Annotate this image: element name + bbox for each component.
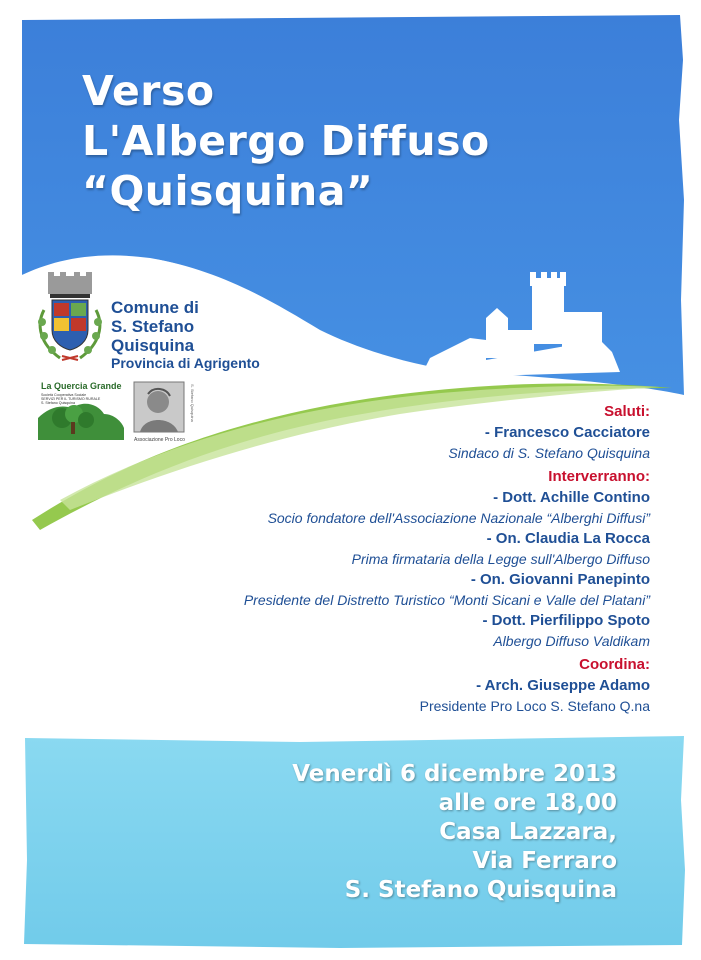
event-venue: Casa Lazzara, bbox=[439, 819, 617, 845]
title-line-2: L'Albergo Diffuso bbox=[82, 117, 490, 165]
event-date: Venerdì 6 dicembre 2013 bbox=[292, 761, 617, 787]
speaker-role: Sindaco di S. Stefano Quisquina bbox=[448, 445, 650, 461]
event-details bbox=[292, 760, 617, 905]
pro-loco-portrait-logo bbox=[130, 380, 188, 436]
speaker-role: Albergo Diffuso Valdikam bbox=[493, 633, 650, 649]
interverranno-heading: Interverranno: bbox=[548, 468, 650, 485]
event-street: Via Ferraro bbox=[472, 848, 617, 874]
speaker-name: - On. Claudia La Rocca bbox=[486, 530, 650, 547]
speaker-name: - Francesco Cacciatore bbox=[484, 424, 650, 441]
title-line-1: Verso bbox=[82, 67, 215, 115]
speaker-name: - Dott. Achille Contino bbox=[493, 489, 650, 506]
municipal-crest-icon bbox=[30, 270, 110, 368]
poster-title bbox=[82, 66, 490, 216]
saluti-heading: Saluti: bbox=[604, 403, 650, 420]
speaker-role: Prima firmataria della Legge sull'Albergo Diffuso bbox=[351, 551, 650, 567]
comune-line-3: Quisquina bbox=[111, 336, 195, 355]
comune-line-1: Comune di bbox=[111, 298, 199, 317]
comune-line-2: S. Stefano bbox=[111, 317, 195, 336]
comune-province: Provincia di Agrigento bbox=[111, 355, 260, 371]
comune-block bbox=[111, 298, 260, 372]
program bbox=[244, 402, 650, 716]
speaker-role: Presidente Pro Loco S. Stefano Q.na bbox=[419, 698, 650, 714]
speaker-role: Presidente del Distretto Turistico “Monti Sicani e Valle del Platani” bbox=[243, 592, 650, 608]
proloco-label: Associazione Pro Loco bbox=[134, 437, 185, 443]
speaker-name: - Dott. Pierfilippo Spoto bbox=[482, 612, 650, 629]
quercia-subtitle: Società Cooperativa Sociale SERVIZI PER IL TURISMO RURALE S. Stefano Quisquina bbox=[41, 393, 101, 406]
speaker-name: - On. Giovanni Panepinto bbox=[470, 571, 650, 588]
coordina-heading: Coordina: bbox=[579, 656, 650, 673]
quercia-name: La Quercia Grande bbox=[41, 381, 122, 391]
speaker-role: Socio fondatore dell'Associazione Nazionale “Alberghi Diffusi” bbox=[267, 510, 650, 526]
event-town: S. Stefano Quisquina bbox=[344, 877, 617, 903]
proloco-vertical-text: S. Stefano Quisquina bbox=[190, 384, 195, 422]
title-line-3: “Quisquina” bbox=[82, 167, 374, 215]
speaker-name: - Arch. Giuseppe Adamo bbox=[476, 677, 650, 694]
event-time: alle ore 18,00 bbox=[438, 790, 617, 816]
